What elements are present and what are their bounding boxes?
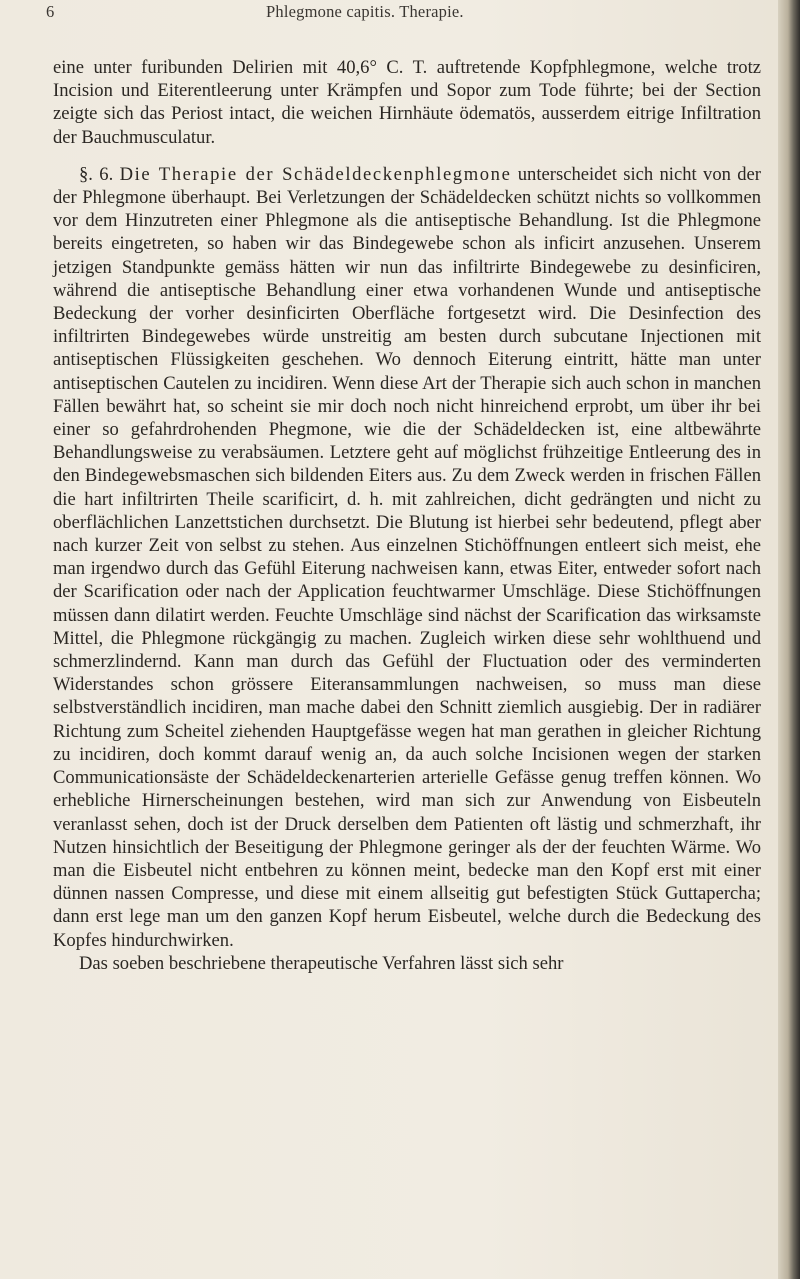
body-text (53, 56, 761, 975)
section-heading: Die Therapie der Schädeldeckenphlegmone (119, 163, 512, 185)
running-title: Phlegmone capitis. Therapie. (266, 2, 464, 21)
paragraph-3: Das soeben beschriebene therapeutische Verfahren lässt sich sehr (79, 952, 564, 974)
page-edge-shadow (778, 0, 800, 1279)
paragraph-2-body: unterscheidet sich nicht von der der Phlegmone überhaupt. Bei Verletzungen der Schädeldecken schützt nichts so vollkommen vor dem Hinzutreten einer Phlegmone als die antiseptische Behandlung. Ist die Phlegmone bereits eingetreten, so haben wir das Bindegewebe schon als inficirt anzusehen. Unserem jetzigen Standpunkte gemäss hätten wir nun das infiltrirte Bindegewebe zu desinficiren, während die antiseptische Behandlung einer etwa vorhandenen Wunde und antiseptische Bedeckung der vorher desinficirten Oberfläche fortgesetzt wird. Die Desinfection des infiltrirten Bindegewebes würde unstreitig am besten durch subcutane Injectionen mit antiseptischen Flüssigkeiten geschehen. Wo dennoch Eiterung eintritt, hätte man unter antiseptischen Cautelen zu incidiren. Wenn diese Art der Therapie sich auch schon in manchen Fällen bewährt hat, so scheint sie mir doch noch nicht hinreichend erprobt, um über ihr bei einer so gefahrdrohenden Phegmone, wie die der Schädeldecken ist, eine altbewährte Behandlungsweise zu verabsäumen. Letztere geht auf möglichst frühzeitige Entleerung des in den Bindegewebsmaschen sich bildenden Eiters aus. Zu dem Zweck werden in frischen Fällen die hart infiltrirten Theile scarificirt, d. h. mit zahlreichen, dicht gedrängten und nicht zu oberflächlichen Lanzettstichen durchsetzt. Die Blutung ist hierbei sehr bedeutend, pflegt aber nach kurzer Zeit von selbst zu stehen. Aus einzelnen Stichöffnungen entleert sich meist, ehe man irgendwo durch das Gefühl Eiterung nachweisen kann, etwas Eiter, entweder sofort nach der Scarification oder nach der Application feuchtwarmer Umschläge. Diese Stichöffnungen müssen dann dilatirt werden. Feuchte Umschläge sind nächst der Scarification das wirksamste Mittel, die Phlegmone rückgängig zu machen. Zugleich wirken diese sehr wohlthuend und schmerzlindernd. Kann man durch das Gefühl der Fluctuation oder des verminderten Widerstandes schon grössere Eiteransammlungen nachweisen, so muss man diese selbstverständlich incidiren, man mache dabei den Schnitt ziemlich ausgiebig. Der in radiärer Richtung zum Scheitel ziehenden Hauptgefässe wegen hat man gerathen in gleicher Richtung zu incidiren, doch kommt darauf wenig an, da auch solche Incisionen wegen der starken Communicationsäste der Schädeldeckenarterien arterielle Gefässe genug treffen können. Wo erhebliche Hirnerscheinungen bestehen, wird man sich zur Anwendung von Eisbeuteln veranlasst sehen, doch ist der Druck derselben dem Patienten oft lästig und schmerzhaft, ihr Nutzen hinsichtlich der Beseitigung der Phlegmone geringer als der der feuchten Wärme. Wo man die Eisbeutel nicht entbehren zu können meint, bedecke man den Kopf erst mit einer dünnen nassen Compresse, und diese mit einem allseitig gut befestigten Stück Guttapercha; dann erst lege man um den ganzen Kopf herum Eisbeutel, welche durch die Bedeckung des Kopfes hindurchwirken. (53, 163, 761, 951)
section-number: §. 6. (79, 163, 120, 185)
paragraph-2 (53, 163, 761, 952)
paragraph-1: eine unter furibunden Delirien mit 40,6° C. T. auftretende Kopfphlegmone, welche trotz Incision und Eiterentleerung unter Krämpfen und Sopor zum Tode führte; bei der Section zeigte sich das Periost intact, die weichen Hirnhäute ödematös, ausserdem eitrige Infiltration der Bauchmusculatur. (53, 57, 761, 148)
page-header (46, 2, 766, 28)
page-number: 6 (46, 2, 55, 21)
